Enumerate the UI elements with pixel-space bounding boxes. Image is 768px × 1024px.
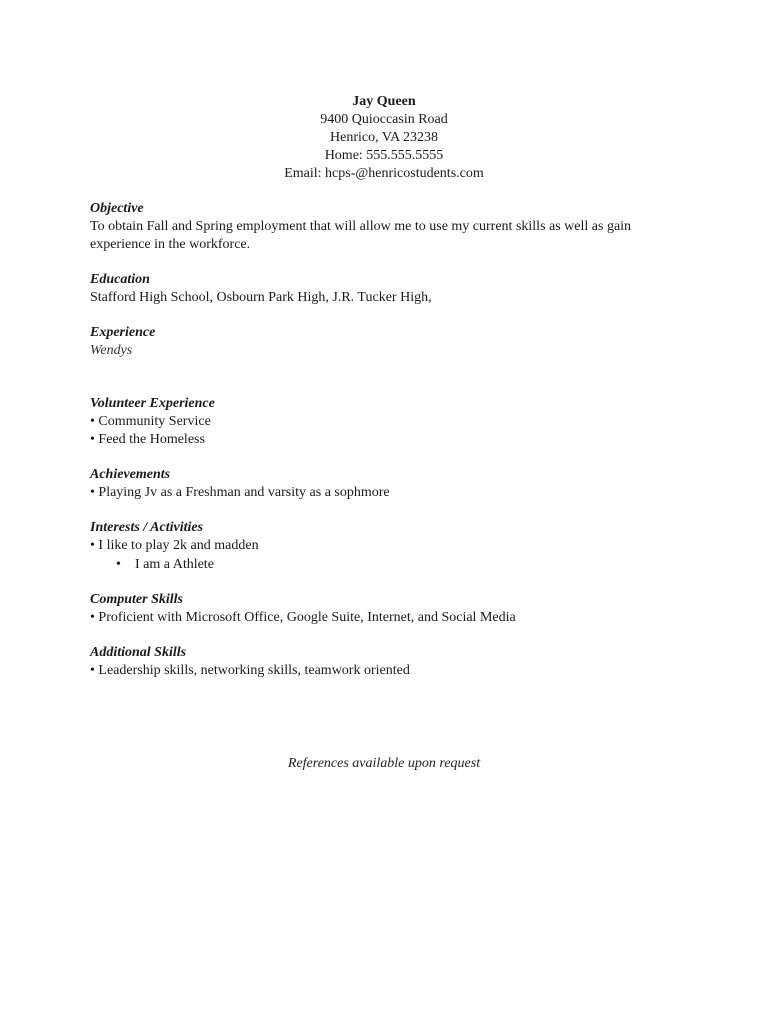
- experience-text: Wendys: [90, 343, 133, 358]
- computer-skills-section: [90, 591, 690, 627]
- additional-skills-section: [90, 644, 690, 680]
- list-item: • Playing Jv as a Freshman and varsity as a sophmore: [90, 485, 390, 500]
- objective-section: [90, 200, 690, 254]
- objective-text: To obtain Fall and Spring employment that will allow me to use my current skills as well as gain experience in the workforce.: [90, 219, 632, 252]
- education-heading: Education: [90, 272, 150, 287]
- achievements-heading: Achievements: [90, 467, 171, 482]
- computer-skills-heading: Computer Skills: [90, 592, 183, 607]
- applicant-name: Jay Queen: [352, 94, 416, 109]
- email-address: Email: hcps-@henricostudents.com: [284, 166, 484, 181]
- education-section: [90, 271, 690, 307]
- achievements-section: [90, 466, 690, 502]
- list-item: • Feed the Homeless: [90, 432, 205, 447]
- references-note: References available upon request: [287, 756, 481, 771]
- sub-list-item: [90, 556, 690, 574]
- additional-skills-heading: Additional Skills: [90, 645, 187, 660]
- education-text: Stafford High School, Osbourn Park High, J.R. Tucker High,: [90, 290, 432, 305]
- objective-heading: Objective: [90, 201, 144, 216]
- list-item: • I like to play 2k and madden: [90, 538, 259, 553]
- volunteer-section: [90, 395, 690, 449]
- list-item: • Community Service: [90, 414, 211, 429]
- list-item: • Proficient with Microsoft Office, Google Suite, Internet, and Social Media: [90, 610, 516, 625]
- sub-list-item-text: I am a Athlete: [135, 557, 214, 572]
- resume-header: [90, 93, 678, 183]
- resume-page: [90, 93, 690, 680]
- interests-heading: Interests / Activities: [90, 520, 204, 535]
- volunteer-heading: Volunteer Experience: [90, 396, 215, 411]
- experience-section: [90, 324, 690, 360]
- bullet-icon: •: [116, 557, 121, 572]
- city-state-zip: Henrico, VA 23238: [330, 130, 438, 145]
- list-item: • Leadership skills, networking skills, teamwork oriented: [90, 663, 410, 678]
- street-address: 9400 Quioccasin Road: [320, 112, 448, 127]
- home-phone: Home: 555.555.5555: [324, 148, 444, 163]
- interests-section: [90, 519, 690, 574]
- experience-heading: Experience: [90, 325, 156, 340]
